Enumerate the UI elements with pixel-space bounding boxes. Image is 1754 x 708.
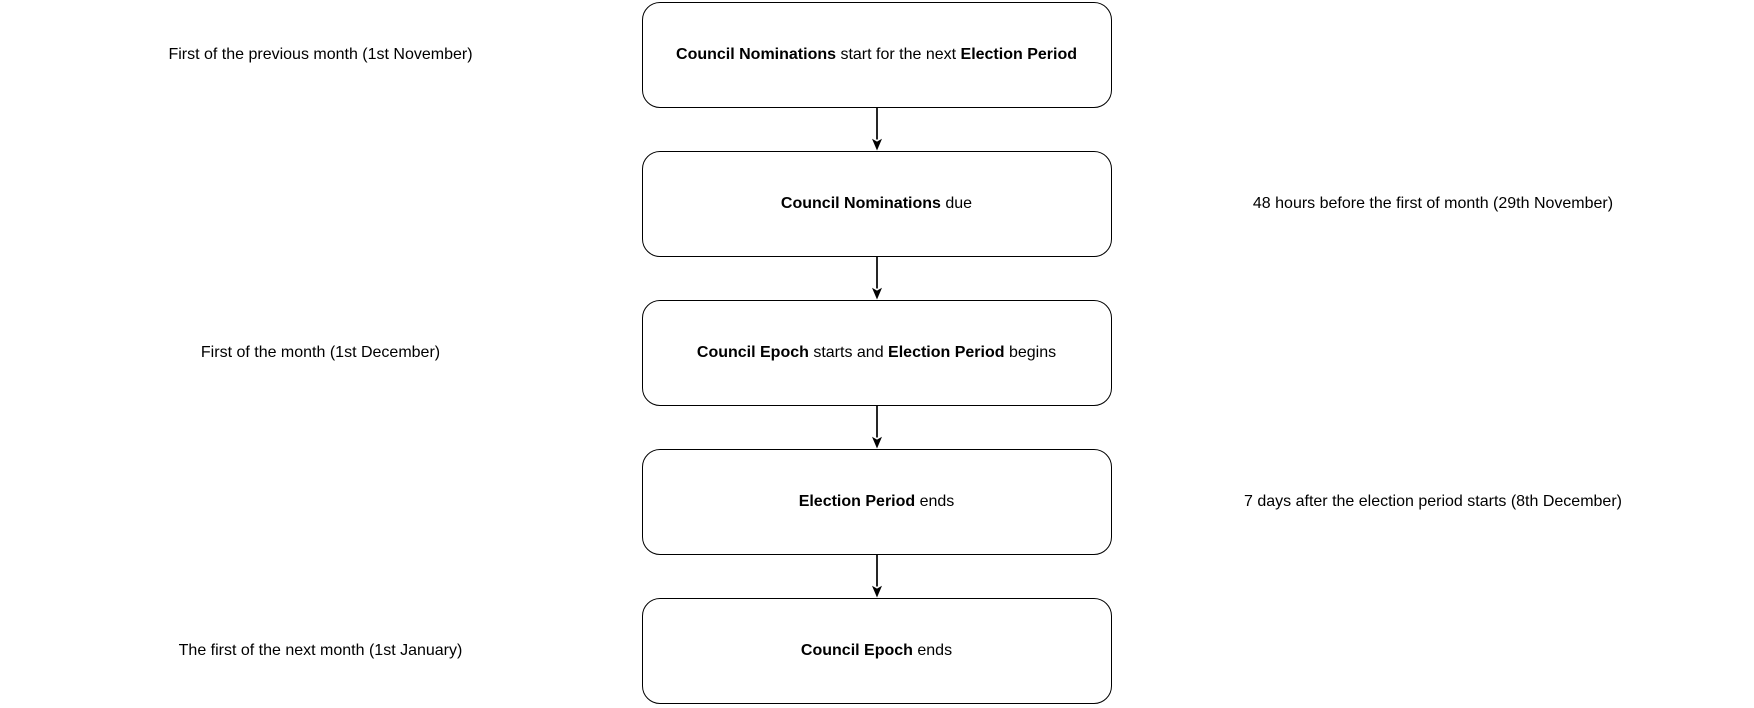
node-council-epoch-ends	[642, 598, 1112, 704]
node-council-nominations-due	[642, 151, 1112, 257]
annotation-spacer	[1112, 300, 1754, 406]
flow-center-council-nominations-start	[641, 2, 1112, 151]
annotation-spacer	[0, 449, 641, 555]
annotation-spacer	[1112, 598, 1754, 704]
connector-election-period-ends-to-next	[866, 555, 888, 598]
arrow-down-icon	[866, 555, 888, 598]
arrow-down-icon	[866, 108, 888, 151]
annotation-council-nominations-due: 48 hours before the first of month (29th November)	[1252, 195, 1614, 212]
node-label: Council Nominations due	[780, 195, 973, 212]
flow-center-council-nominations-due	[641, 151, 1112, 300]
annotation-council-epoch-starts: First of the month (1st December)	[200, 344, 441, 361]
flow-center-election-period-ends	[641, 449, 1112, 598]
flow-center-council-epoch-ends	[641, 598, 1112, 704]
node-council-epoch-starts	[642, 300, 1112, 406]
node-election-period-ends	[642, 449, 1112, 555]
flow-row-council-epoch-starts	[0, 300, 1754, 449]
annotation-council-nominations-start: First of the previous month (1st November)	[168, 46, 473, 63]
annotation-council-epoch-ends: The first of the next month (1st January)	[178, 642, 463, 659]
node-label: Council Epoch starts and Election Period begins	[696, 344, 1057, 361]
flow-center-council-epoch-starts	[641, 300, 1112, 449]
node-council-nominations-start	[642, 2, 1112, 108]
flow-row-council-nominations-start	[0, 2, 1754, 151]
flow-row-council-nominations-due	[0, 151, 1754, 300]
node-label: Election Period ends	[798, 493, 955, 510]
connector-council-epoch-starts-to-next	[866, 406, 888, 449]
arrow-down-icon	[866, 257, 888, 300]
annotation-election-period-ends: 7 days after the election period starts (8th December)	[1244, 493, 1622, 510]
annotation-spacer	[1112, 2, 1754, 108]
flow-row-election-period-ends	[0, 449, 1754, 598]
connector-council-nominations-due-to-next	[866, 257, 888, 300]
node-label: Council Epoch ends	[800, 642, 953, 659]
flow-row-council-epoch-ends	[0, 598, 1754, 704]
connector-council-nominations-start-to-next	[866, 108, 888, 151]
annotation-spacer	[0, 151, 641, 257]
node-label: Council Nominations start for the next Election Period	[676, 46, 1077, 63]
arrow-down-icon	[866, 406, 888, 449]
